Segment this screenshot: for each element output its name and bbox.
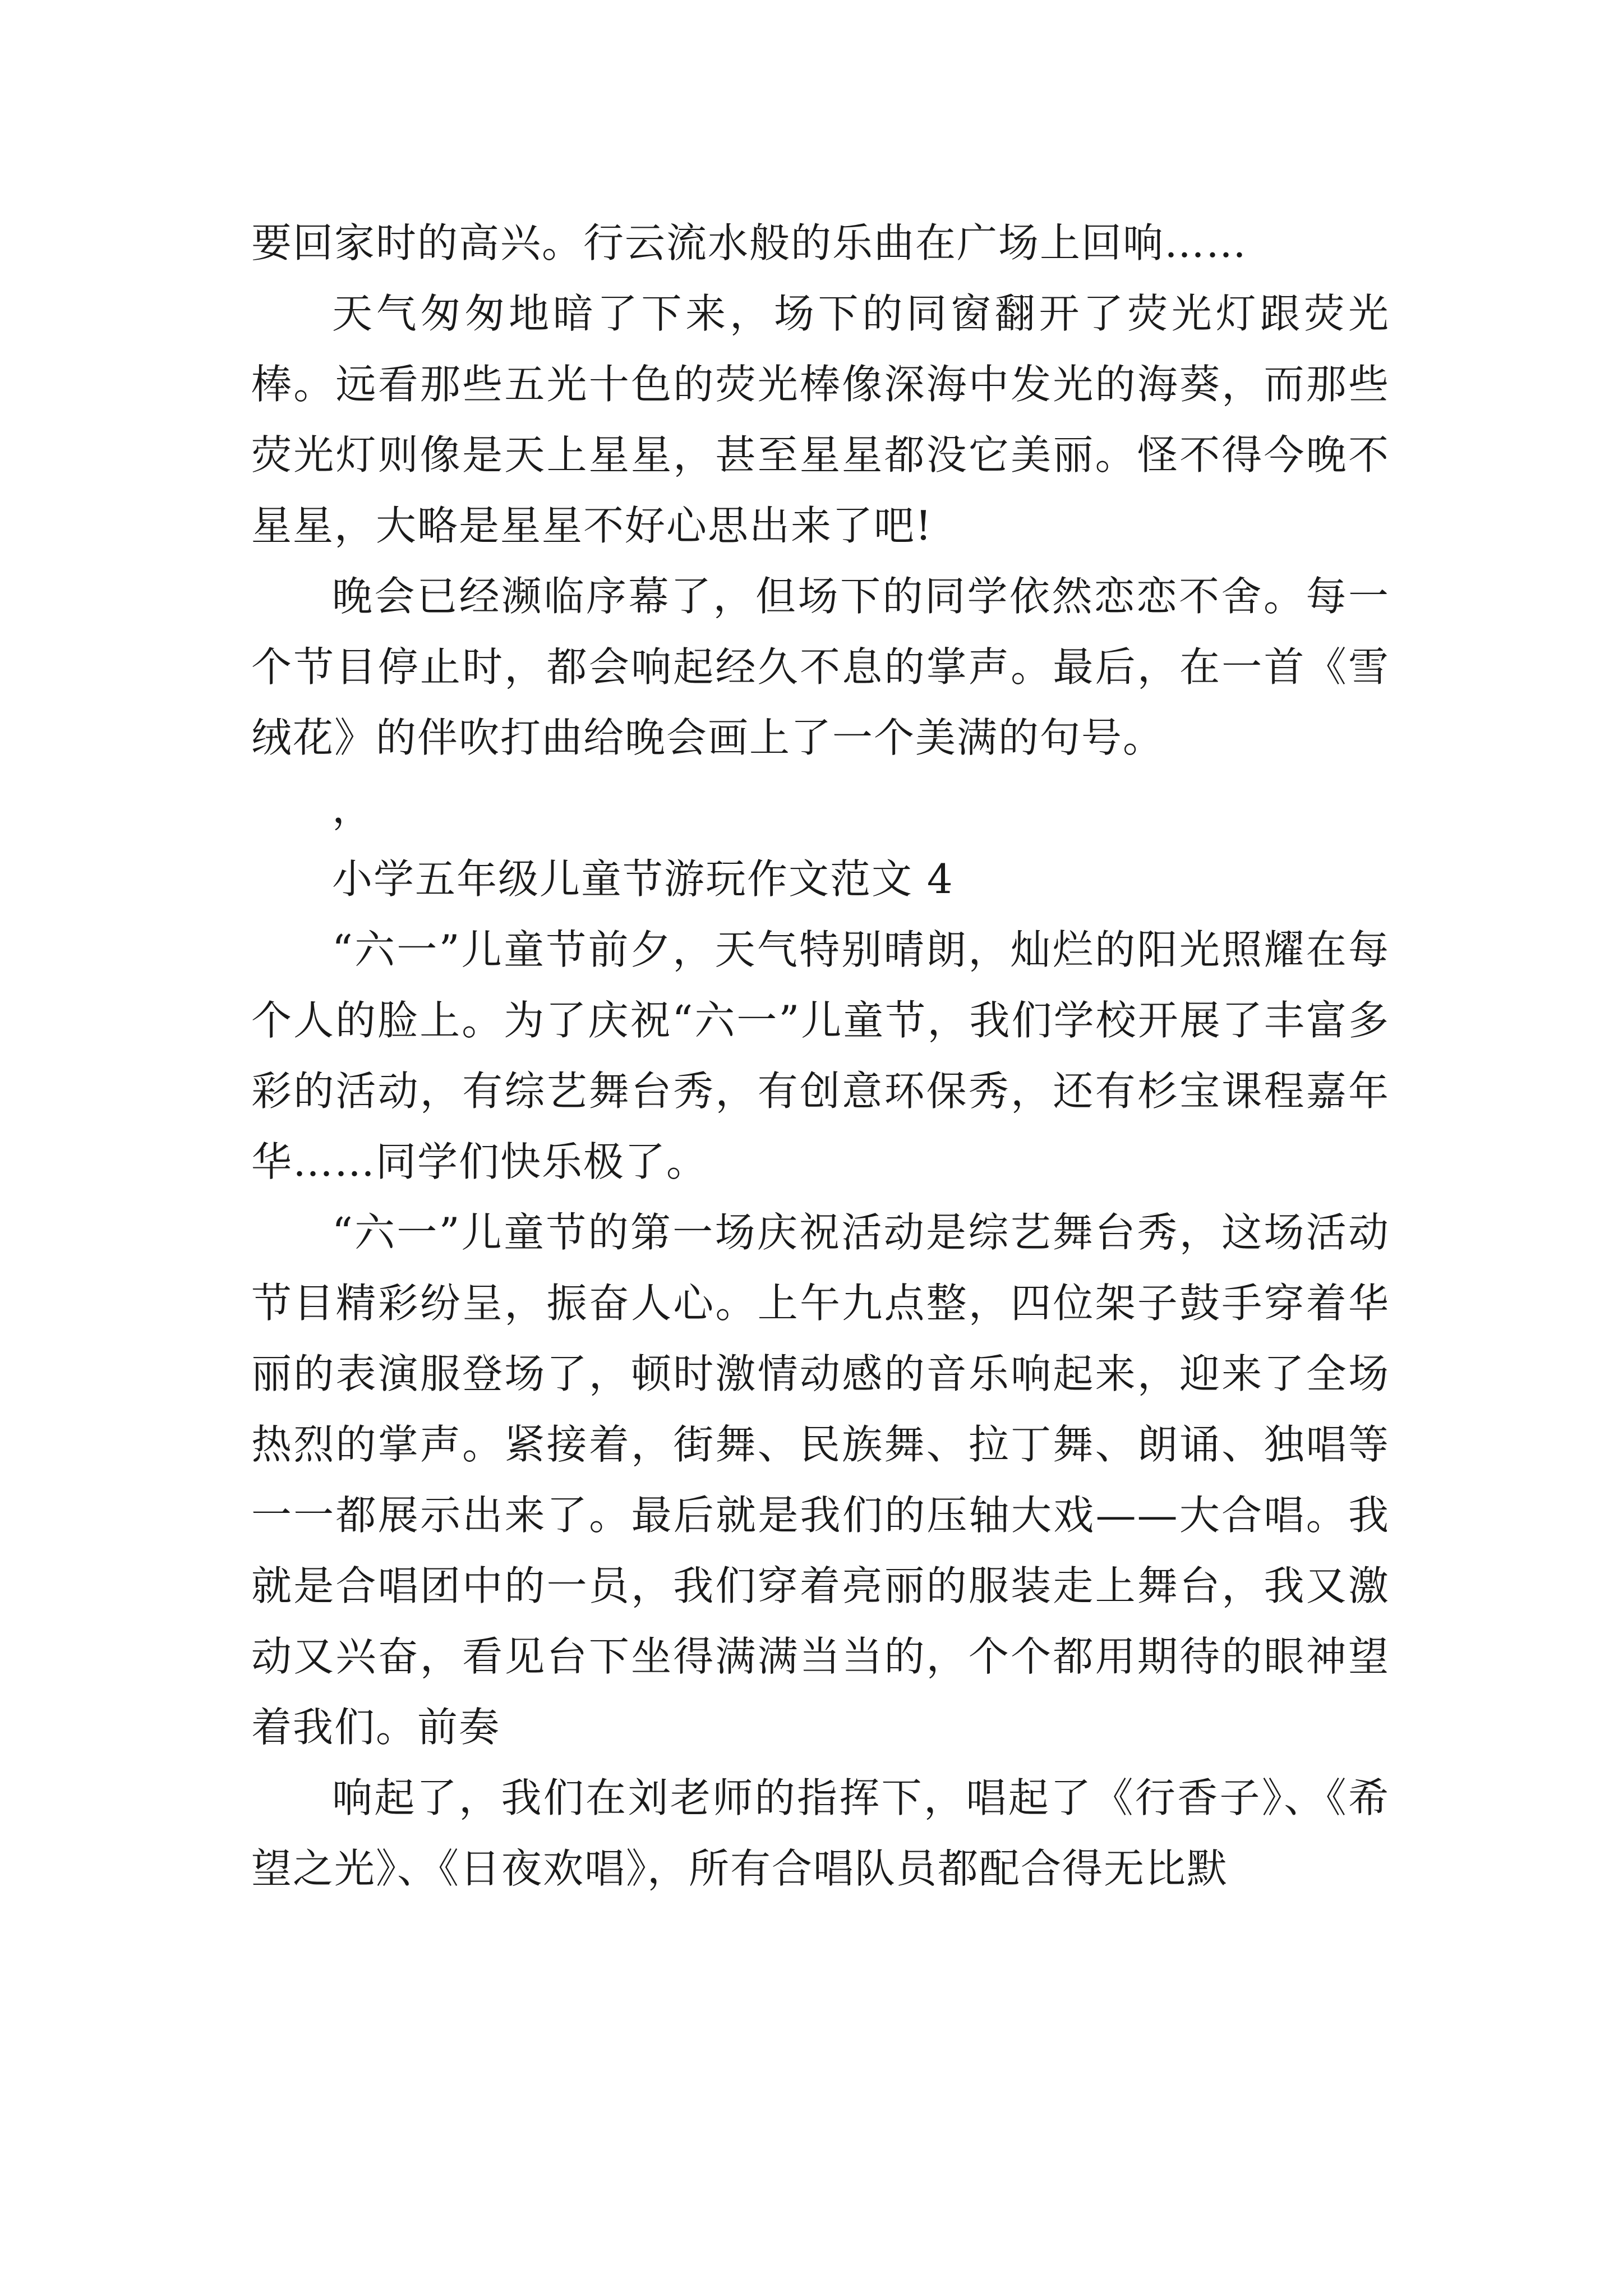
section-title: 小学五年级儿童节游玩作文范文 4 — [332, 855, 954, 903]
stray-comma: ， — [332, 785, 374, 832]
paragraph-continued: 要回家时的高兴。行云流水般的乐曲在广场上回响…… — [251, 219, 1248, 266]
paragraph: 晚会已经濒临序幕了，但场下的同学依然恋恋不舍。每一个节目停止时，都会响起经久不息的掌声。最后，在一首《雪绒花》的伴吹打曲给晚会画上了一个美满的句号。 — [251, 573, 1390, 761]
paragraph: 响起了，我们在刘老师的指挥下，唱起了《行香子》、《希望之光》、《日夜欢唱》，所有合唱队员都配合得无比默 — [251, 1774, 1390, 1892]
paragraph: “六一”儿童节的第一场庆祝活动是综艺舞台秀，这场活动节目精彩纷呈，振奋人心。上午九点整，四位架子鼓手穿着华丽的表演服登场了，顿时激情动感的音乐响起来，迎来了全场热烈的掌声。紧接着，街舞、民族舞、拉丁舞、朗诵、独唱等一一都展示出来了。最后就是我们的压轴大戏——大合唱。我就是合唱团中的一员，我们穿着亮丽的服装走上舞台，我又激动又兴奋，看见台下坐得满满当当的，个个都用期待的眼神望着我们。前奏 — [251, 1209, 1390, 1751]
paragraph: “六一”儿童节前夕，天气特别晴朗，灿烂的阳光照耀在每个人的脸上。为了庆祝“六一”儿童节，我们学校开展了丰富多彩的活动，有综艺舞台秀，有创意环保秀，还有杉宝课程嘉年华……同学们快乐极了。 — [251, 926, 1390, 1185]
paragraph: 天气匆匆地暗了下来，场下的同窗翻开了荧光灯跟荧光棒。远看那些五光十色的荧光棒像深海中发光的海葵，而那些荧光灯则像是天上星星，甚至星星都没它美丽。怪不得今晚不星星，大略是星星不好心思出来了吧! — [251, 290, 1390, 549]
document-body — [251, 208, 1390, 1904]
